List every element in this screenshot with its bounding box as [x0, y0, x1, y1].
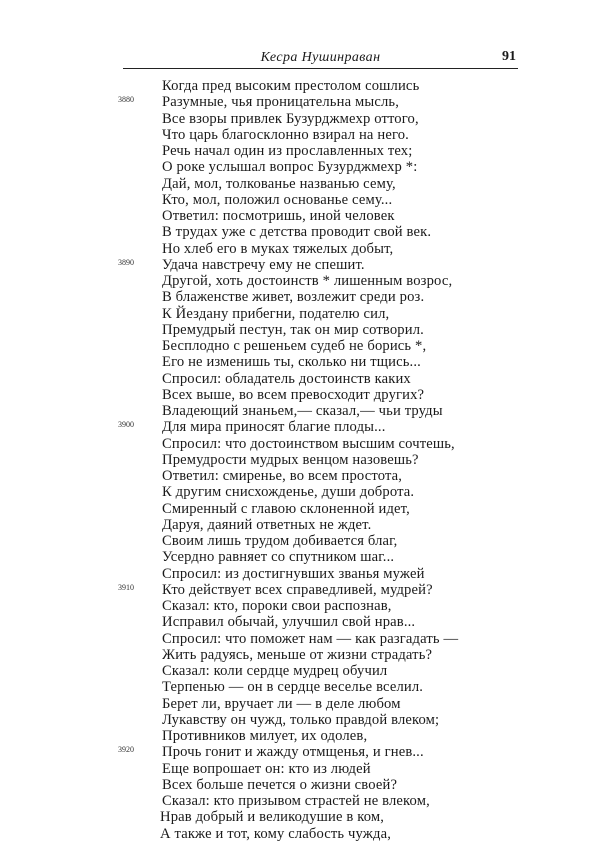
- verse-text: Всех больше печется о жизни своей?: [162, 776, 398, 793]
- verse-line: [162, 549, 522, 565]
- line-number: 3890: [118, 257, 134, 267]
- line-number: 3900: [118, 420, 134, 430]
- line-number: 3920: [118, 745, 134, 755]
- verse-line: [162, 241, 522, 257]
- verse-line: [162, 484, 522, 500]
- verse-line: [162, 289, 522, 305]
- verse-line: [118, 419, 522, 436]
- verse-text: Разумные, чья проницательна мысль,: [162, 94, 400, 111]
- running-head: [123, 48, 518, 68]
- verse-text: Лукавству он чужд, только правдой влеком;: [162, 711, 440, 728]
- verse-line: [162, 403, 522, 419]
- verse-text: Сказал: коли сердце мудрец обучил: [162, 663, 388, 679]
- page-number: 91: [502, 49, 516, 64]
- verse-line: [160, 809, 522, 825]
- verse-line: [162, 192, 522, 208]
- verse-line: [162, 696, 522, 712]
- verse-text: Усердно равняет со спутником шаг...: [162, 549, 395, 566]
- verse-line: [162, 647, 522, 663]
- verse-text: Когда пред высоким престолом сошлись: [162, 78, 420, 94]
- verse-text: К Йездану прибегни, подателю сил,: [162, 305, 390, 322]
- verse-line: [162, 761, 522, 777]
- verse-line: [162, 387, 522, 403]
- verse-line: [162, 354, 522, 370]
- verse-line: [162, 208, 522, 224]
- verse-line: [118, 256, 522, 273]
- verse-line: [162, 501, 522, 517]
- line-number: 3880: [118, 95, 134, 105]
- verse-text: Ответил: смиренье, во всем простота,: [162, 468, 403, 484]
- verse-line: [118, 744, 522, 761]
- verse-text: Терпенью — он в сердце веселье вселил.: [162, 679, 424, 696]
- verse-text: Все взоры привлек Бузурджмехр оттого,: [162, 110, 419, 127]
- poem-text: [118, 78, 522, 842]
- verse-text: Кто действует всех справедливей, мудрей?: [162, 581, 433, 598]
- verse-line: [162, 306, 522, 322]
- verse-text: В трудах уже с детства проводит свой век.: [162, 224, 432, 241]
- verse-line: [162, 176, 522, 192]
- verse-text: В блаженстве живет, возлежит среди роз.: [162, 289, 425, 306]
- verse-text: Спросил: что поможет нам — как разгадать —: [162, 630, 459, 647]
- verse-line: [160, 826, 522, 842]
- verse-text: Спросил: что достоинством высшим сочтешь,: [162, 435, 455, 452]
- verse-line: [162, 566, 522, 582]
- verse-line: [162, 338, 522, 354]
- verse-line: [162, 143, 522, 159]
- verse-text: Сказал: кто, пороки свои распознав,: [162, 598, 392, 614]
- verse-line: [162, 679, 522, 695]
- verse-line: [162, 517, 522, 533]
- verse-line: [162, 598, 522, 614]
- verse-text: К другим снисхожденье, души доброта.: [162, 484, 415, 501]
- verse-line: [162, 614, 522, 630]
- verse-line: [162, 663, 522, 679]
- verse-line: [162, 436, 522, 452]
- verse-line: [162, 159, 522, 175]
- verse-line: [118, 581, 522, 598]
- verse-line: [162, 728, 522, 744]
- verse-line: [162, 793, 522, 809]
- verse-line: [162, 224, 522, 240]
- line-number: 3910: [118, 582, 134, 592]
- verse-line: [162, 533, 522, 549]
- verse-line: [162, 111, 522, 127]
- verse-line: [162, 371, 522, 387]
- verse-text: Всех выше, во всем превосходит других?: [162, 386, 425, 403]
- verse-text: Премудрый пестун, так он мир сотворил.: [162, 321, 424, 338]
- verse-text: О роке услышал вопрос Бузурджмехр *:: [162, 159, 418, 176]
- verse-text: Прочь гонит и жажду отмщенья, и гнев...: [162, 744, 424, 761]
- verse-text: Нрав добрый и великодушие в ком,: [160, 809, 385, 826]
- verse-text: Но хлеб его в муках тяжелых добыт,: [162, 240, 394, 257]
- verse-text: Его не изменишь ты, сколько ни тщись...: [162, 354, 421, 371]
- verse-text: Спросил: обладатель достоинств каких: [162, 370, 411, 387]
- verse-text: Для мира приносят благие плоды...: [162, 419, 386, 436]
- verse-text: А также и тот, кому слабость чужда,: [160, 825, 392, 842]
- verse-text: Противников милует, их одолев,: [162, 728, 368, 744]
- verse-text: Владеющий знаньем,— сказал,— чьи труды: [162, 403, 443, 419]
- verse-line: [162, 712, 522, 728]
- verse-line: [162, 631, 522, 647]
- verse-text: Еще вопрошает он: кто из людей: [162, 760, 371, 777]
- verse-text: Дай, мол, толкованье названью сему,: [162, 175, 396, 192]
- running-title: Кесра Нушинраван: [260, 50, 381, 65]
- verse-line: [162, 273, 522, 289]
- verse-text: Кто, мол, положил основанье сему...: [162, 191, 393, 208]
- verse-text: Спросил: из достигнувших званья мужей: [162, 565, 425, 582]
- verse-text: Жить радуясь, меньше от жизни страдать?: [162, 646, 433, 663]
- verse-line: [118, 94, 522, 111]
- verse-text: Своим лишь трудом добивается благ,: [162, 533, 398, 549]
- verse-line: [162, 777, 522, 793]
- verse-line: [162, 127, 522, 143]
- verse-text: Бесплодно с решеньем судеб не борись *,: [162, 338, 427, 354]
- verse-line: [162, 78, 522, 94]
- verse-text: Что царь благосклонно взирал на него.: [162, 126, 409, 143]
- verse-text: Даруя, даяний ответных не ждет.: [162, 516, 372, 533]
- verse-line: [162, 452, 522, 468]
- verse-text: Сказал: кто призывом страстей не влеком,: [162, 793, 430, 809]
- verse-text: Речь начал один из прославленных тех;: [162, 143, 413, 159]
- verse-text: Премудрости мудрых венцом назовешь?: [162, 451, 419, 468]
- verse-text: Смиренный с главою склоненной идет,: [162, 500, 410, 517]
- verse-text: Удача навстречу ему не спешит.: [162, 256, 365, 273]
- verse-line: [162, 322, 522, 338]
- verse-text: Ответил: посмотришь, иной человек: [162, 208, 395, 224]
- verse-text: Исправил обычай, улучшил свой нрав...: [162, 614, 416, 631]
- verse-text: Другой, хоть достоинств * лишенным возрос,: [162, 273, 453, 289]
- verse-text: Берет ли, вручает ли — в деле любом: [162, 695, 401, 712]
- verse-line: [162, 468, 522, 484]
- header-rule: [123, 68, 518, 69]
